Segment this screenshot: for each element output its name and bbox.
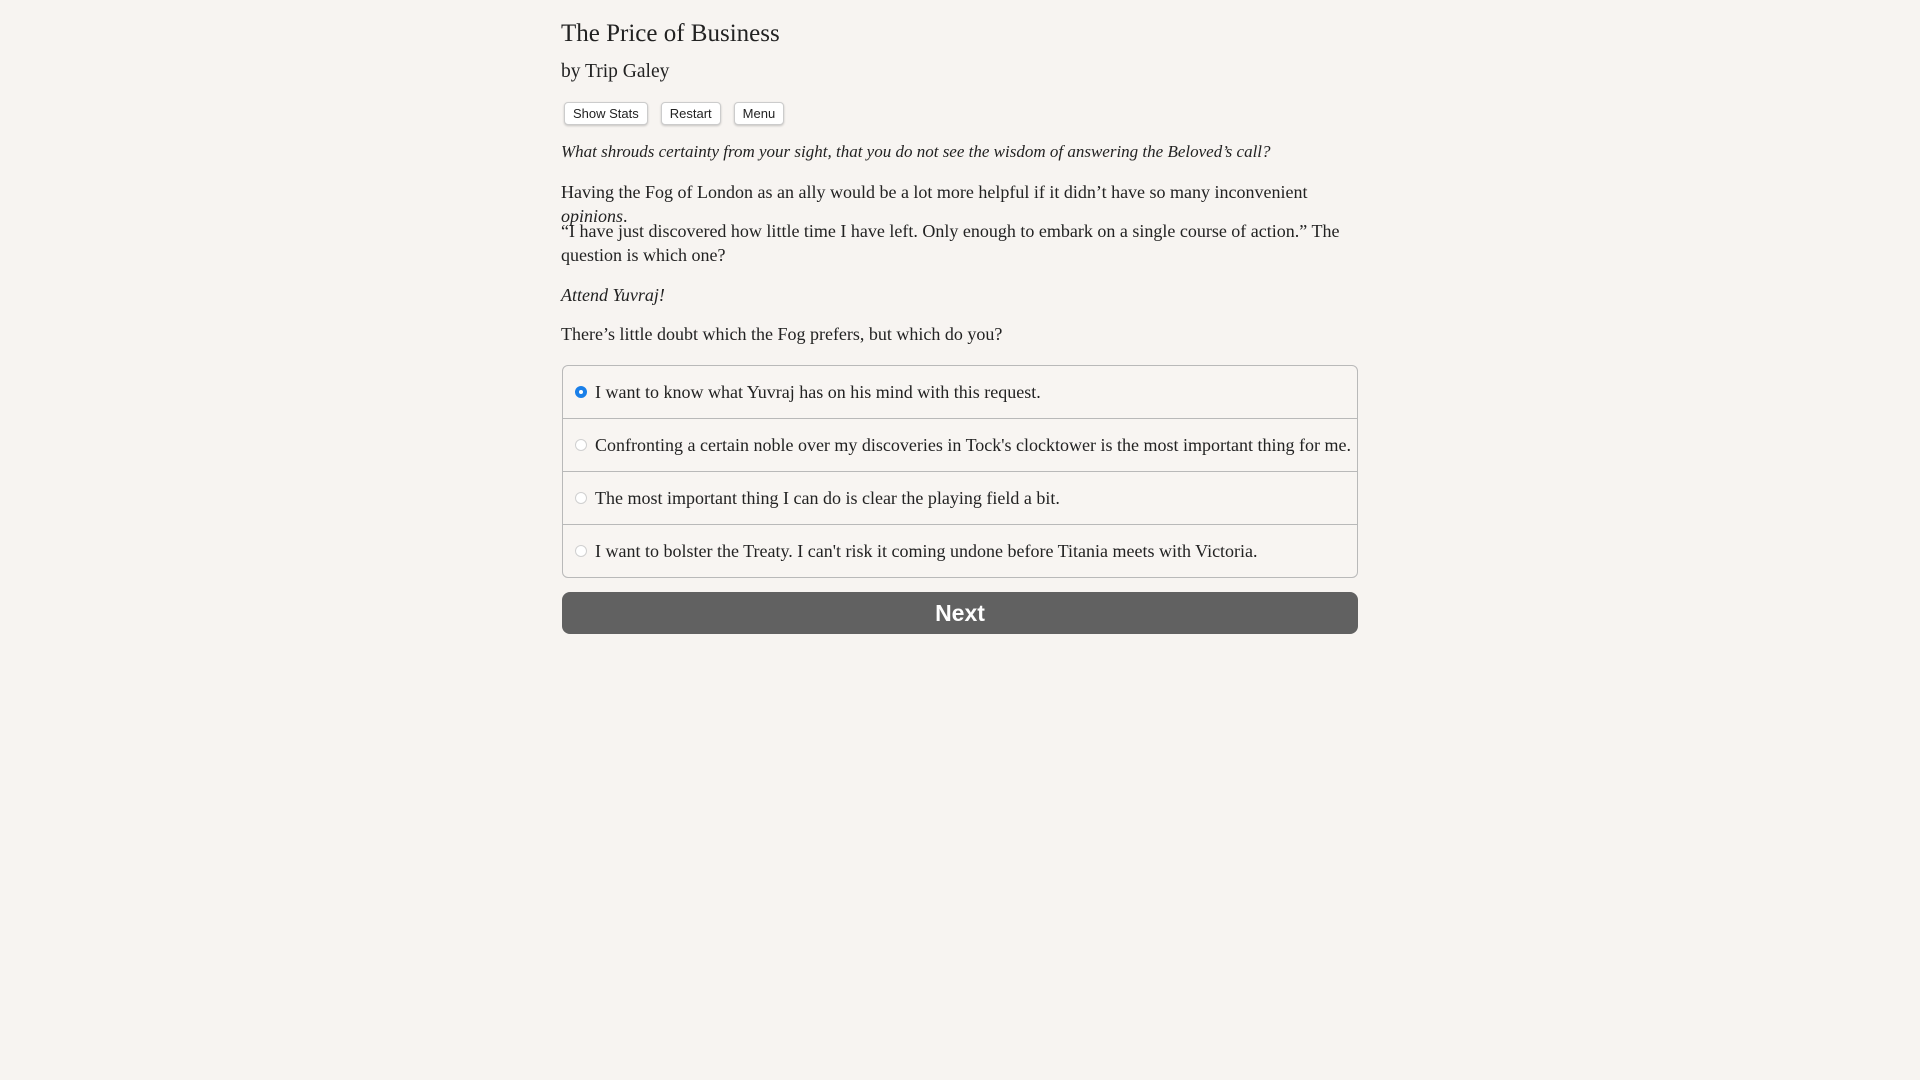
- emphasis: opinions: [561, 206, 624, 226]
- show-stats-button[interactable]: Show Stats: [564, 102, 648, 125]
- story-paragraph: What shrouds certainty from your sight, that you do not see the wisdom of answering the Beloved’s call?: [561, 142, 1271, 161]
- text: Having the Fog of London as an ally would be a lot more helpful if it didn’t have so many inconvenient: [561, 182, 1308, 202]
- choice-option[interactable]: [563, 471, 1357, 524]
- choice-option[interactable]: [563, 524, 1357, 577]
- next-button[interactable]: Next: [562, 592, 1358, 634]
- choice-option[interactable]: [563, 366, 1357, 418]
- story-paragraph: There’s little doubt which the Fog prefers, but which do you?: [561, 324, 1003, 344]
- toolbar: [564, 102, 784, 125]
- story-paragraph: “I have just discovered how little time I have left. Only enough to embark on a single course of action.” The question is which one?: [561, 221, 1340, 265]
- choice-label: I want to know what Yuvraj has on his mind with this request.: [595, 381, 1041, 402]
- byline: by Trip Galey: [561, 61, 670, 82]
- choice-list: [562, 365, 1358, 578]
- menu-button[interactable]: Menu: [734, 102, 785, 125]
- radio-button[interactable]: [575, 545, 587, 557]
- radio-button-selected[interactable]: [575, 386, 587, 398]
- choice-label: The most important thing I can do is clear the playing field a bit.: [595, 487, 1060, 508]
- radio-button[interactable]: [575, 492, 587, 504]
- text: .: [623, 206, 628, 226]
- choice-label: Confronting a certain noble over my discoveries in Tock's clocktower is the most important thing for me.: [595, 434, 1351, 455]
- story-paragraph: Attend Yuvraj!: [561, 285, 665, 305]
- choice-label: I want to bolster the Treaty. I can't risk it coming undone before Titania meets with Victoria.: [595, 540, 1258, 561]
- restart-button[interactable]: Restart: [661, 102, 721, 125]
- game-title: The Price of Business: [561, 20, 780, 47]
- radio-button[interactable]: [575, 439, 587, 451]
- choice-option[interactable]: [563, 418, 1357, 471]
